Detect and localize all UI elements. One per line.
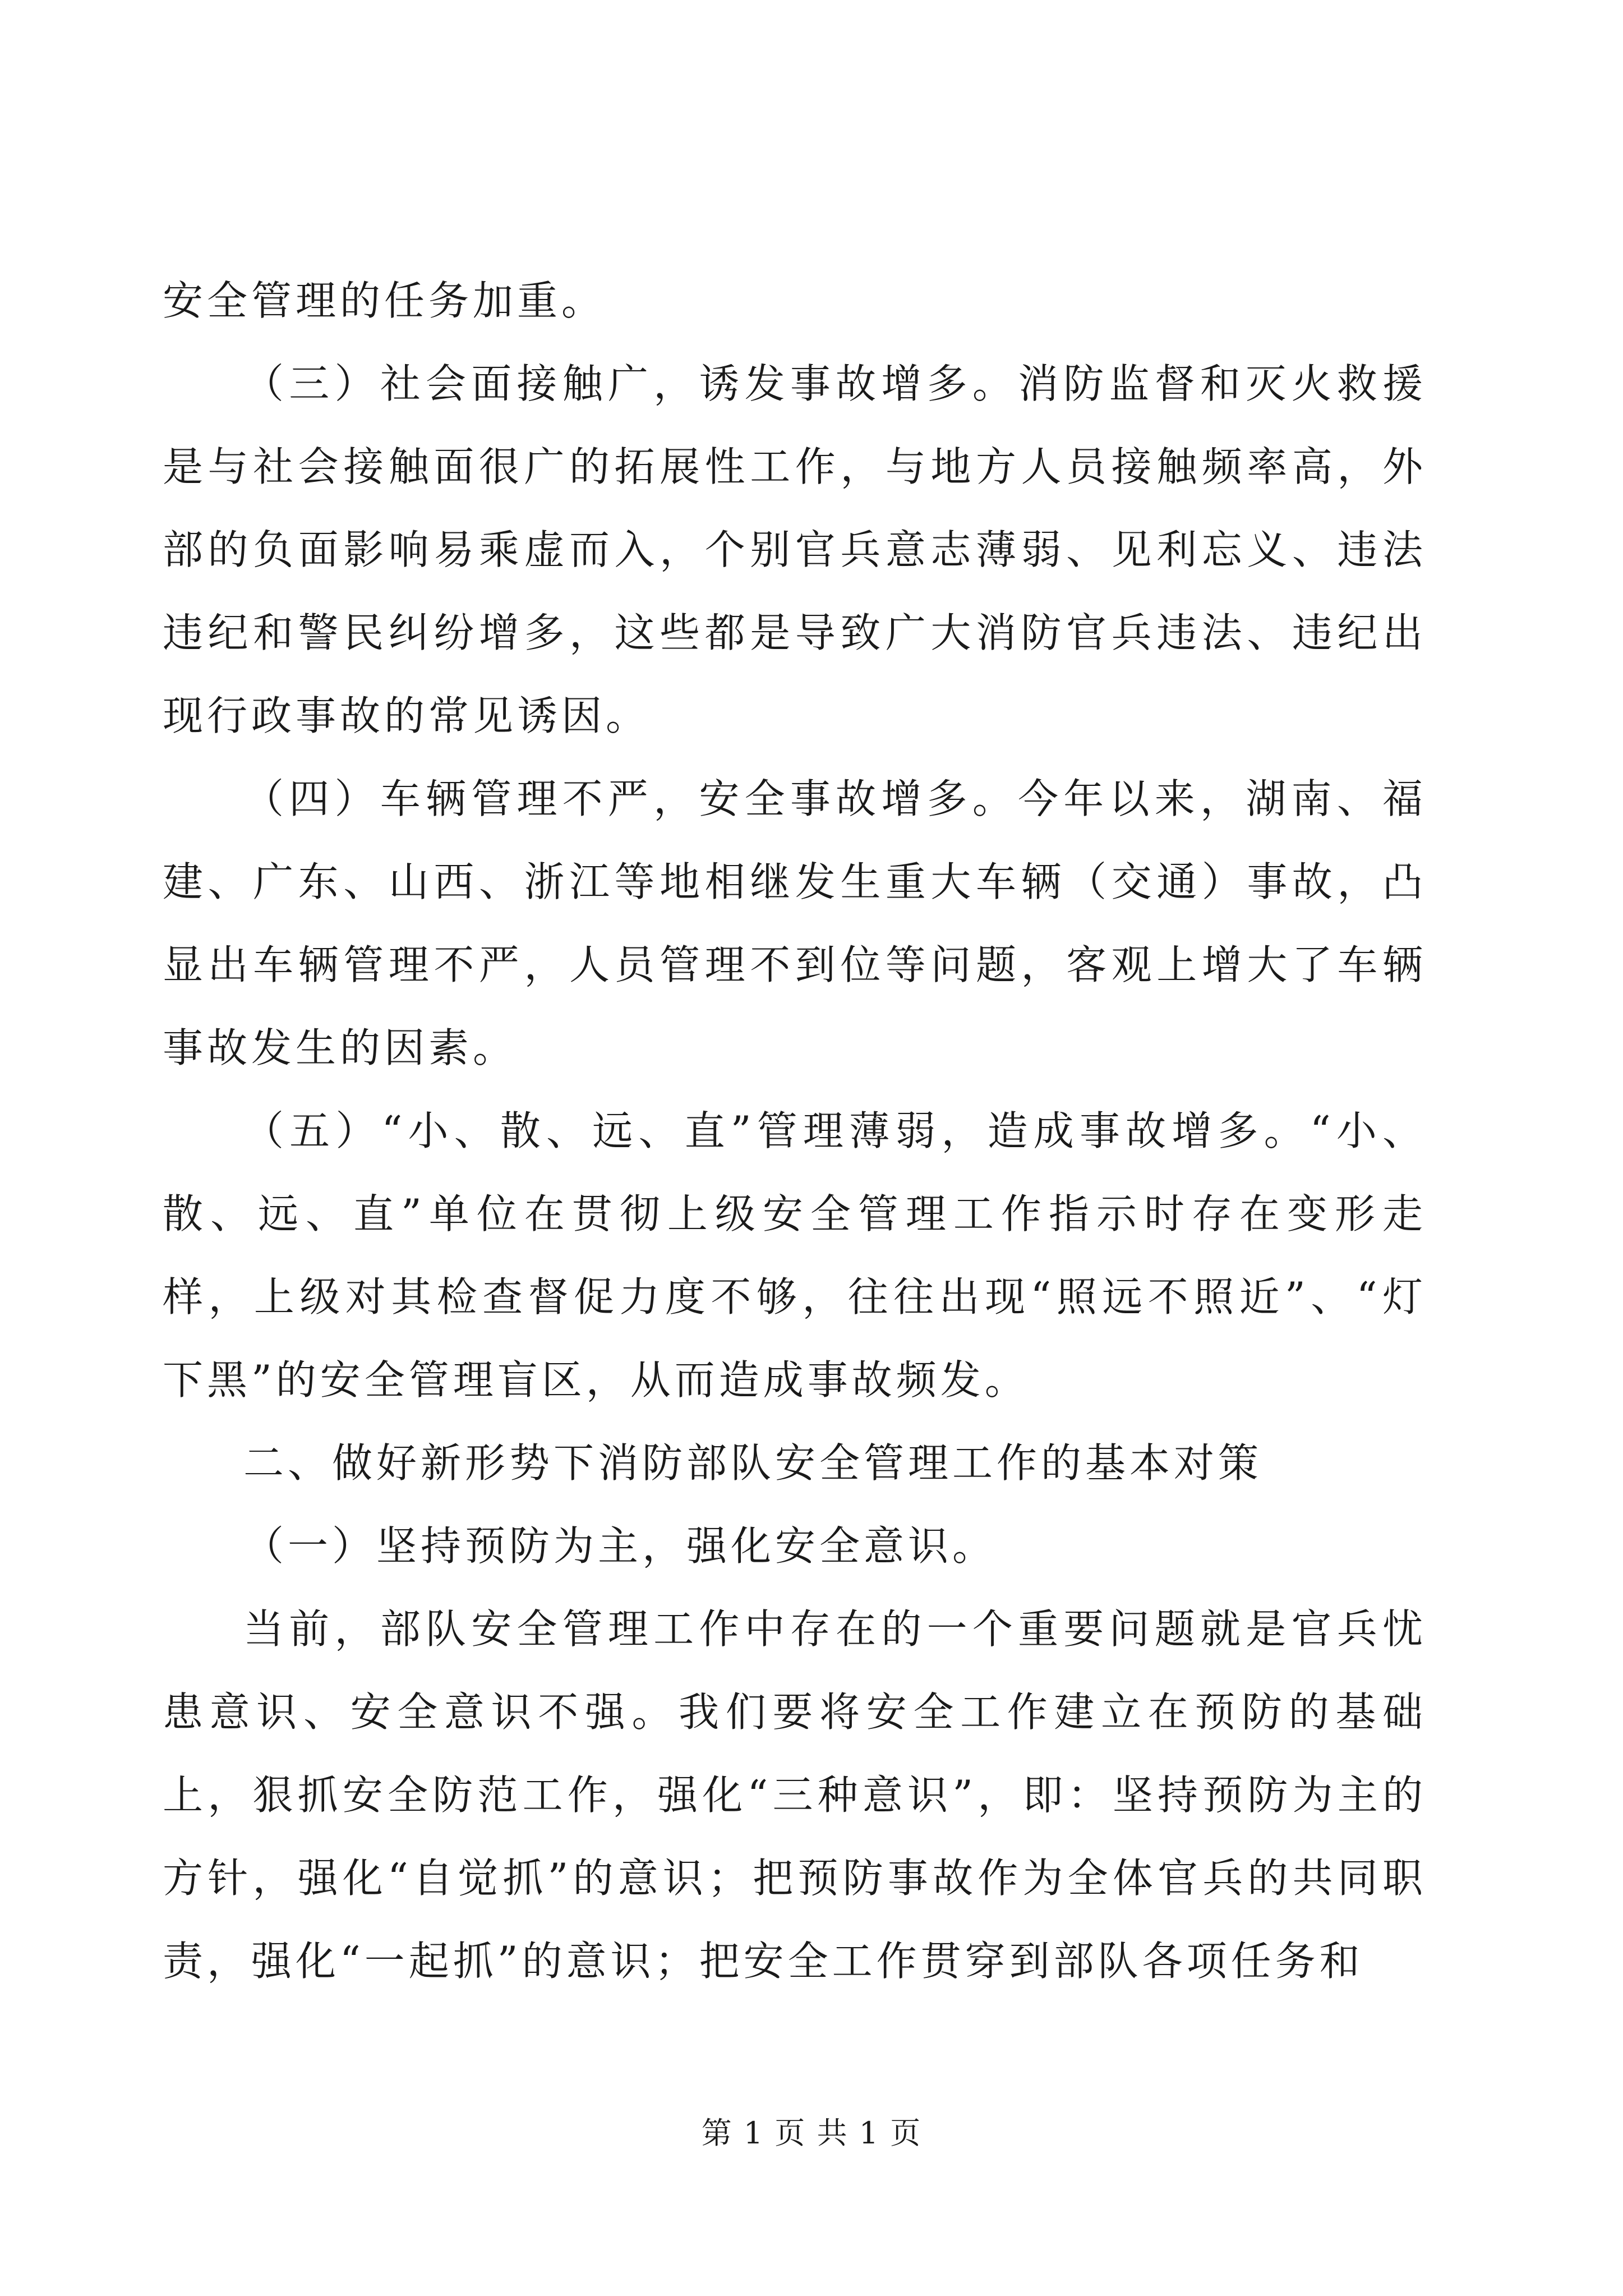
document-body [163, 259, 1427, 2003]
paragraph-7: 当前，部队安全管理工作中存在的一个重要问题就是官兵忧患意识、安全意识不强。我们要将安全工作建立在预防的基础上，狠抓安全防范工作，强化“三种意识”，即：坚持预防为主的方针，强化“自觉抓”的意识；把预防事故作为全体官兵的共同职责，强化“一起抓”的意识；把安全工作贯穿到部队各项任务和 [163, 1605, 1427, 1985]
paragraph-4: （五）“小、散、远、直”管理薄弱，造成事故增多。“小、散、远、直”单位在贯彻上级安全管理工作指示时存在变形走样，上级对其检查督促力度不够，往往出现“照远不照近”、“灯下黑”的安全管理盲区，从而造成事故频发。 [163, 1107, 1427, 1404]
section-heading: 二、做好新形势下消防部队安全管理工作的基本对策 [243, 1439, 1263, 1487]
subsection-heading: （一）坚持预防为主，强化安全意识。 [243, 1522, 997, 1570]
paragraph-3: （四）车辆管理不严，安全事故增多。今年以来，湖南、福建、广东、山西、浙江等地相继发生重大车辆（交通）事故，凸显出车辆管理不严，人员管理不到位等问题，客观上增大了车辆事故发生的因素。 [163, 775, 1427, 1071]
page-number-footer: 第 1 页 共 1 页 [701, 2115, 922, 2151]
paragraph-2: （三）社会面接触广，诱发事故增多。消防监督和灭火救援是与社会接触面很广的拓展性工作，与地方人员接触频率高，外部的负面影响易乘虚而入，个别官兵意志薄弱、见利忘义、违法违纪和警民纠纷增多，这些都是导致广大消防官兵违法、违纪出现行政事故的常见诱因。 [163, 360, 1427, 739]
paragraph-1: 安全管理的任务加重。 [163, 277, 606, 324]
